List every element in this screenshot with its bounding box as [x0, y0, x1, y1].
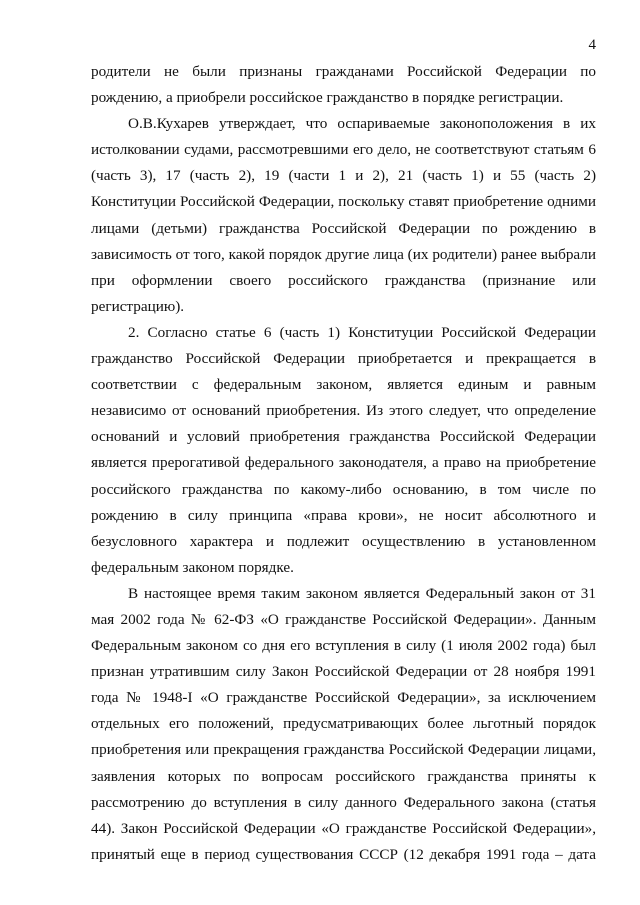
- paragraph-applicant-claim: О.В.Кухарев утверждает, что оспариваемые законоположения в их истолковании судами, рассмотревшими его дело, не соответствуют статьям 6 (часть 3), 17 (часть 2), 19 (части 1 и 2), 21 (часть 1) и 55 (часть 2) Конституции Российской Федерации, поскольку ставят приобретение одними лицами (детьми) гражданства Российской Федерации по рождению в зависимость от того, какой порядок другие лица (их родители) ранее выбрали при оформлении своего российского гражданства (признание или регистрацию).: [91, 115, 596, 315]
- paragraph-section-2: 2. Согласно статье 6 (часть 1) Конституции Российской Федерации гражданство Российской Федерации приобретается и прекращается в соответствии с федеральным законом, является единым и равным независимо от оснований приобретения. Из этого следует, что определение оснований и условий приобретения гражданства Российской Федерации является прерогативой федерального законодателя, а право на приобретение российского гражданства по какому-либо основанию, в том числе по рождению в силу принципа «права крови», не носит абсолютного и безусловного характера и подлежит осуществлению в установленном федеральным законом порядке.: [91, 323, 596, 576]
- paragraph-continuation: родители не были признаны гражданами Российской Федерации по рождению, а приобрели российское гражданство в порядке регистрации.: [91, 63, 596, 107]
- page-number: 4: [588, 37, 596, 53]
- paragraph-federal-law: В настоящее время таким законом является Федеральный закон от 31 мая 2002 года № 62-ФЗ «О гражданстве Российской Федерации». Данным Федеральным законом со дня его вступления в силу (1 июля 2002 года) был признан утратившим силу Закон Российской Федерации от 28 ноября 1991 года № 1948-I «О гражданстве Российской Федерации», за исключением отдельных его положений, предусматривающих более льготный порядок приобретения или прекращения гражданства Российской Федерации лицами, заявления которых по вопросам российского гражданства приняты к рассмотрению до вступления в силу данного Федерального закона (статья 44). Закон Российской Федерации «О гражданстве Российской Федерации», принятый еще в период существования СССР (12 декабря 1991 года – дата: [91, 584, 596, 863]
- document-body: [91, 59, 596, 868]
